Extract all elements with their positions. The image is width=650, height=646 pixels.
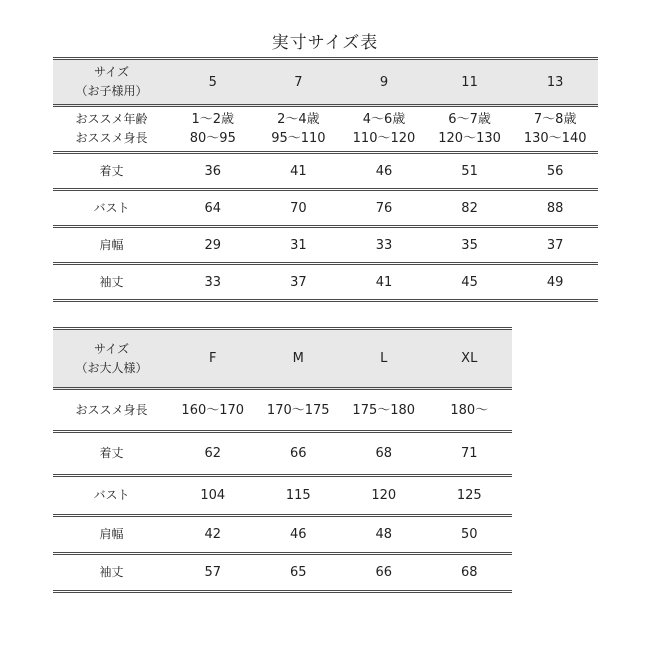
table-cell: 49 — [512, 264, 598, 301]
table-row — [53, 190, 598, 227]
table-row — [53, 227, 598, 264]
table-cell: 46 — [256, 516, 342, 554]
size-header-label — [53, 329, 170, 389]
row-label: 肩幅 — [53, 516, 170, 554]
table-cell: 41 — [256, 153, 342, 190]
size-value: 9 — [341, 59, 427, 106]
table-row — [53, 153, 598, 190]
table-cell: 88 — [512, 190, 598, 227]
recommend-row — [53, 106, 598, 153]
table-cell: 33 — [341, 227, 427, 264]
table-row — [53, 264, 598, 301]
recommend-cell: 1〜2歳 80〜95 — [170, 106, 256, 153]
page-title: 実寸サイズ表 — [271, 33, 379, 53]
recommend-height-label: おススメ身長 — [75, 131, 148, 145]
size-audience-label: （お大人様） — [75, 360, 148, 375]
table-cell: 33 — [170, 264, 256, 301]
size-header-label — [53, 59, 170, 106]
table-cell: 41 — [341, 264, 427, 301]
size-value: XL — [427, 329, 513, 389]
row-label: 着丈 — [53, 153, 170, 190]
row-label: 袖丈 — [53, 264, 170, 301]
size-value: M — [256, 329, 342, 389]
table-cell: 36 — [170, 153, 256, 190]
size-value: F — [170, 329, 256, 389]
table-cell: 120 — [341, 476, 427, 516]
table-cell: 68 — [341, 432, 427, 476]
size-value: L — [341, 329, 427, 389]
row-label: 着丈 — [53, 432, 170, 476]
table-cell: 29 — [170, 227, 256, 264]
header-row — [53, 59, 598, 106]
table-cell: 64 — [170, 190, 256, 227]
row-label: バスト — [53, 190, 170, 227]
recommend-cell: 175〜180 — [341, 389, 427, 432]
table-cell: 68 — [427, 554, 513, 592]
table-cell: 104 — [170, 476, 256, 516]
table-cell: 115 — [256, 476, 342, 516]
table-cell: 71 — [427, 432, 513, 476]
table-cell: 51 — [427, 153, 513, 190]
recommend-cell: 180〜 — [427, 389, 513, 432]
table-cell: 50 — [427, 516, 513, 554]
recommend-label — [53, 106, 170, 153]
size-audience-label: （お子様用） — [75, 84, 148, 98]
row-label: 袖丈 — [53, 554, 170, 592]
size-label: サイズ — [93, 341, 130, 356]
table-cell: 48 — [341, 516, 427, 554]
table-cell: 37 — [256, 264, 342, 301]
header-row — [53, 329, 512, 389]
table-cell: 56 — [512, 153, 598, 190]
row-label: バスト — [53, 476, 170, 516]
size-label: サイズ — [93, 65, 130, 79]
table-cell: 45 — [427, 264, 513, 301]
table-cell: 57 — [170, 554, 256, 592]
table-cell: 62 — [170, 432, 256, 476]
table-cell: 65 — [256, 554, 342, 592]
table-cell: 37 — [512, 227, 598, 264]
recommend-cell: 6〜7歳 120〜130 — [427, 106, 513, 153]
table-cell: 82 — [427, 190, 513, 227]
size-value: 11 — [427, 59, 513, 106]
adult-size-table — [53, 327, 512, 593]
recommend-cell: 160〜170 — [170, 389, 256, 432]
recommend-label: おススメ身長 — [53, 389, 170, 432]
table-cell: 31 — [256, 227, 342, 264]
recommend-cell: 4〜6歳 110〜120 — [341, 106, 427, 153]
size-value: 5 — [170, 59, 256, 106]
table-row — [53, 476, 512, 516]
row-label: 肩幅 — [53, 227, 170, 264]
recommend-row — [53, 389, 512, 432]
table-row — [53, 516, 512, 554]
table-cell: 35 — [427, 227, 513, 264]
table-cell: 70 — [256, 190, 342, 227]
table-cell: 66 — [341, 554, 427, 592]
table-cell: 42 — [170, 516, 256, 554]
size-value: 7 — [256, 59, 342, 106]
table-cell: 76 — [341, 190, 427, 227]
table-row — [53, 432, 512, 476]
table-cell: 66 — [256, 432, 342, 476]
recommend-age-label: おススメ年齢 — [75, 112, 148, 126]
recommend-cell: 170〜175 — [256, 389, 342, 432]
table-cell: 125 — [427, 476, 513, 516]
recommend-cell: 7〜8歳 130〜140 — [512, 106, 598, 153]
kids-size-table — [53, 57, 598, 302]
size-value: 13 — [512, 59, 598, 106]
recommend-cell: 2〜4歳 95〜110 — [256, 106, 342, 153]
table-row — [53, 554, 512, 592]
table-cell: 46 — [341, 153, 427, 190]
